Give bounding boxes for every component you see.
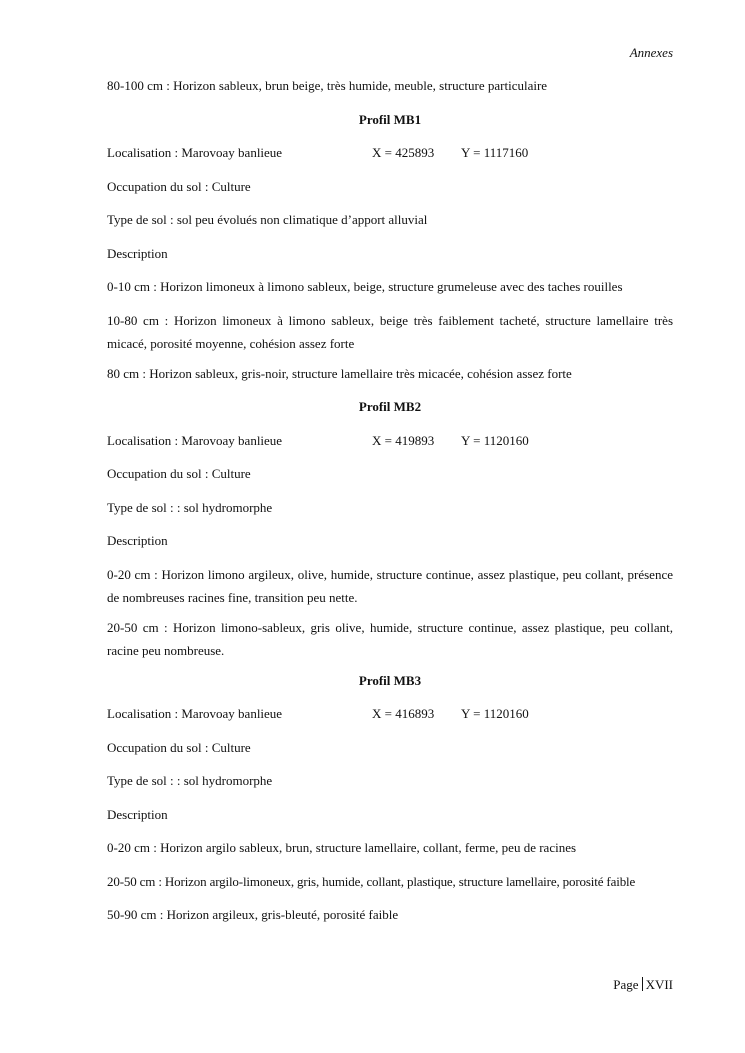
profile-location-row xyxy=(107,432,673,449)
page-number: XVII xyxy=(645,977,673,992)
document-body xyxy=(107,77,673,940)
profile-horizon: 10-80 cm : Horizon limoneux à limono sableux, beige très faiblement tacheté, structure lamellaire très micacé, porosité moyenne, cohésion assez forte xyxy=(107,312,673,351)
profile-x-coordinate: X = 416893 xyxy=(372,706,435,721)
profile-horizon: 20-50 cm : Horizon limono-sableux, gris olive, humide, structure continue, assez plastique, peu collant, racine peu nombreuse. xyxy=(107,619,673,658)
profile-x-coordinate: X = 425893 xyxy=(372,145,435,160)
profile-soil-type: Type de sol : : sol hydromorphe xyxy=(107,773,273,788)
profile-localisation: Localisation : Marovoay banlieue xyxy=(107,432,283,448)
profile-x-coordinate: X = 419893 xyxy=(372,432,435,448)
profile-horizon: 0-20 cm : Horizon argilo sableux, brun, structure lamellaire, collant, ferme, peu de racines xyxy=(107,840,577,855)
profile-occupation: Occupation du sol : Culture xyxy=(107,739,251,755)
intro-horizon-line: 80-100 cm : Horizon sableux, brun beige, très humide, meuble, structure particulaire xyxy=(107,78,548,93)
profile-occupation: Occupation du sol : Culture xyxy=(107,466,251,481)
profile-description-heading: Description xyxy=(107,806,168,822)
profile-horizon: 0-10 cm : Horizon limoneux à limono sableux, beige, structure grumeleuse avec des taches rouilles xyxy=(107,279,623,294)
page-separator xyxy=(642,977,643,991)
profile-horizon: 0-20 cm : Horizon limono argileux, olive, humide, structure continue, assez plastique, peu collant, présence de nombreuses racines fine, transition peu nette. xyxy=(107,566,673,605)
profile-title: Profil MB1 xyxy=(358,111,422,127)
profile-y-coordinate: Y = 1120160 xyxy=(461,706,529,721)
profile-location-row xyxy=(107,705,673,722)
profile-description-heading: Description xyxy=(107,533,168,548)
profile-soil-type: Type de sol : sol peu évolués non climatique d’apport alluvial xyxy=(107,212,428,227)
profile-description-heading: Description xyxy=(107,245,168,261)
profile-y-coordinate: Y = 1117160 xyxy=(461,145,529,160)
profile-horizon: 80 cm : Horizon sableux, gris-noir, structure lamellaire très micacée, cohésion assez forte xyxy=(107,365,572,381)
profile-title: Profil MB3 xyxy=(358,672,422,688)
profile-y-coordinate: Y = 1120160 xyxy=(461,432,529,448)
profile-horizon: 20-50 cm : Horizon argilo-limoneux, gris, humide, collant, plastique, structure lamellaire, porosité faible xyxy=(107,873,636,889)
profile-soil-type: Type de sol : : sol hydromorphe xyxy=(107,499,273,515)
profile-location-row xyxy=(107,144,673,161)
page-header: Annexes xyxy=(629,45,673,60)
profile-occupation: Occupation du sol : Culture xyxy=(107,178,251,194)
profile-localisation: Localisation : Marovoay banlieue xyxy=(107,145,283,160)
profile-horizon: 50-90 cm : Horizon argileux, gris-bleuté, porosité faible xyxy=(107,907,399,922)
profile-title: Profil MB2 xyxy=(358,399,422,414)
page-footer xyxy=(613,977,673,993)
profile-localisation: Localisation : Marovoay banlieue xyxy=(107,706,283,721)
page-label: Page xyxy=(613,977,639,992)
